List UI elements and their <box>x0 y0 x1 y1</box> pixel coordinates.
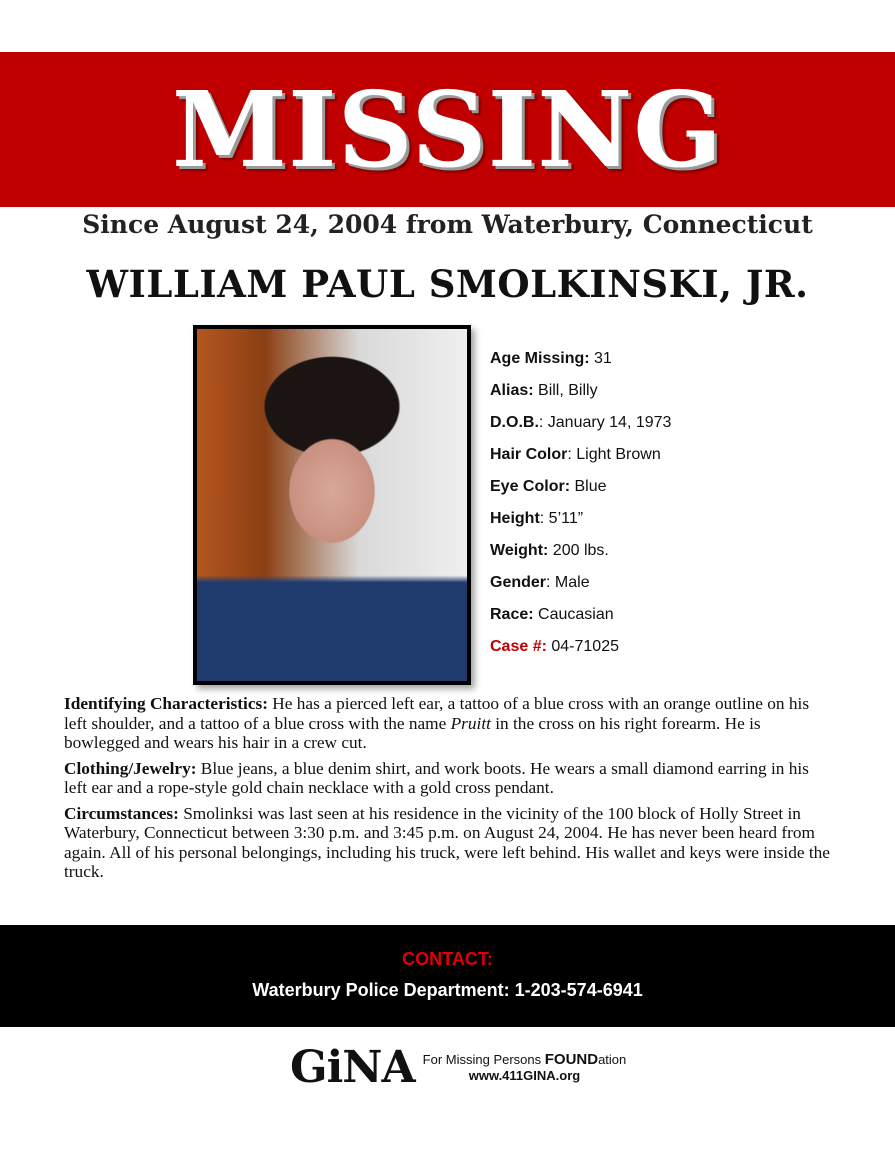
person-name: WILLIAM PAUL SMOLKINSKI, JR. <box>86 262 809 306</box>
detail-label: D.O.B. <box>490 414 539 431</box>
detail-label: Alias: <box>490 382 534 399</box>
detail-race <box>490 604 671 636</box>
detail-label: Hair Color <box>490 446 568 463</box>
clothing-jewelry <box>64 759 834 798</box>
section-text: He has a pierced left ear, a tattoo of a blue cross with an orange outline on his left shoulder, and a tattoo of a blue cross with the name <box>64 694 810 733</box>
gina-logo-text <box>423 1052 627 1084</box>
section-label: Circumstances: <box>64 803 179 823</box>
contact-box <box>0 925 895 1027</box>
section-label: Clothing/Jewelry: <box>64 758 197 778</box>
contact-label: CONTACT: <box>402 949 493 969</box>
detail-value: 31 <box>589 350 612 367</box>
detail-value: Caucasian <box>533 606 614 623</box>
tagline-part: ation <box>598 1051 627 1067</box>
missing-title: MISSING <box>171 68 724 191</box>
tattoo-name: Pruitt <box>450 713 491 733</box>
detail-eye <box>490 476 671 508</box>
gina-logo-mark: GiNA <box>290 1042 415 1093</box>
detail-value: Blue <box>570 478 607 495</box>
detail-label: Weight: <box>490 542 549 559</box>
gina-tagline <box>423 1052 627 1068</box>
tagline-bold: FOUND <box>544 1050 599 1068</box>
identifying-characteristics <box>64 694 834 753</box>
contact-phone: Waterbury Police Department: 1-203-574-6941 <box>252 980 643 1000</box>
details-list <box>490 348 671 668</box>
detail-label: Height <box>490 510 540 527</box>
detail-age <box>490 348 671 380</box>
detail-hair <box>490 444 671 476</box>
detail-value: : Male <box>546 574 590 591</box>
detail-value: : 5’11” <box>539 510 584 527</box>
detail-value: 200 lbs. <box>548 542 609 559</box>
detail-gender <box>490 572 671 604</box>
missing-banner <box>0 52 895 207</box>
gina-logo <box>290 1042 626 1093</box>
detail-label: Gender <box>490 574 547 591</box>
detail-value: : January 14, 1973 <box>538 414 672 431</box>
circumstances <box>64 804 834 882</box>
detail-value: 04-71025 <box>546 638 619 655</box>
detail-weight <box>490 540 671 572</box>
detail-label: Age Missing: <box>490 350 590 367</box>
detail-label: Race: <box>490 606 534 623</box>
detail-case <box>490 636 671 668</box>
detail-dob <box>490 412 671 444</box>
section-text: in the cross on his right forearm. He is bowlegged and wears his hair in a crew cut. <box>64 713 761 752</box>
description <box>64 694 834 888</box>
detail-value: Bill, Billy <box>533 382 598 399</box>
section-text: Smolinksi was last seen at his residence in the vicinity of the 100 block of Holly Street in Waterbury, Connecticut between 3:30 p.m. and 3:45 p.m. on August 24, 2004. He has never been heard from again. All of his personal belongings, including his truck, were left behind. His wallet and keys were inside the truck. <box>64 803 830 881</box>
missing-since: Since August 24, 2004 from Waterbury, Connecticut <box>82 210 813 239</box>
gina-url[interactable]: www.411GINA.org <box>468 1067 581 1083</box>
section-text: Blue jeans, a blue denim shirt, and work boots. He wears a small diamond earring in his left ear and a rope-style gold chain necklace with a gold cross pendant. <box>64 758 809 797</box>
detail-height <box>490 508 671 540</box>
detail-alias <box>490 380 671 412</box>
section-label: Identifying Characteristics: <box>64 694 268 713</box>
tagline-part: For Missing Persons <box>422 1051 545 1067</box>
detail-label: Eye Color: <box>490 478 571 495</box>
person-photo <box>193 325 471 685</box>
detail-label: Case #: <box>490 638 547 655</box>
detail-value: : Light Brown <box>567 446 661 463</box>
